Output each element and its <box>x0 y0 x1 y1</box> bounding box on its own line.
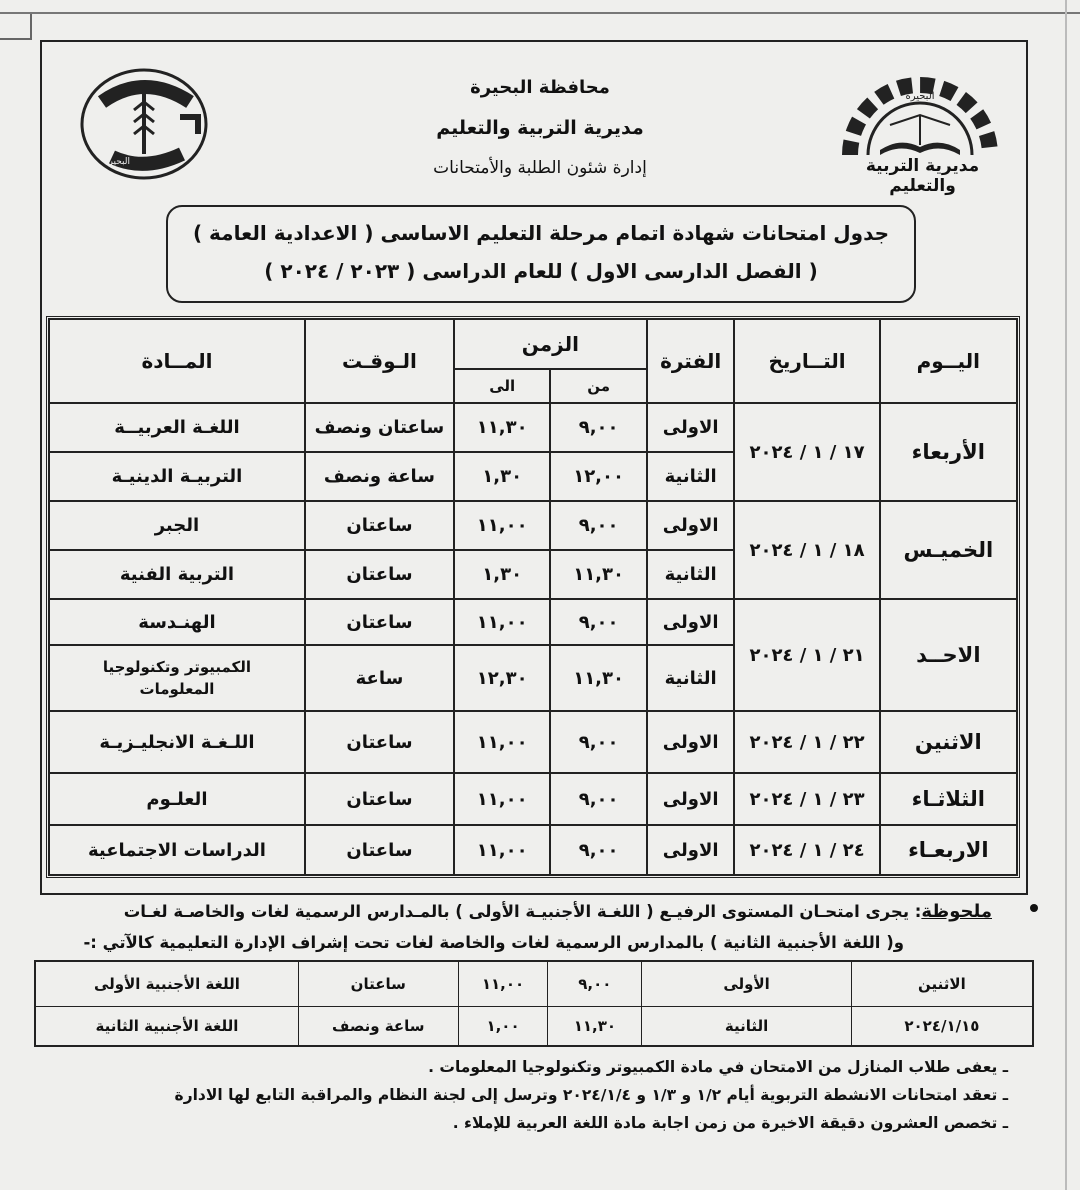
to-cell: ١١,٠٠ <box>454 825 550 875</box>
header-date: التــاريخ <box>734 319 879 403</box>
footnote-1: ـ يعفى طلاب المنازل من الامتحان في مادة الكمبيوتر وتكنولوجيا المعلومات . <box>428 1058 1008 1076</box>
date-cell: ٢٢ / ١ / ٢٠٢٤ <box>734 711 879 773</box>
subject-cell: التربية الفنية <box>49 550 305 599</box>
to-cell: ١١,٠٠ <box>454 501 550 550</box>
note-label: ملحوظة <box>921 901 992 922</box>
foreign-language-exam-table <box>34 960 1034 1047</box>
to-cell: ١١,٠٠ <box>458 961 548 1006</box>
table-row <box>49 773 1017 825</box>
page-corner-mark <box>0 14 32 40</box>
date-cell: ٢٤ / ١ / ٢٠٢٤ <box>734 825 879 875</box>
time-cell: ساعتان <box>305 501 454 550</box>
header-to: الى <box>454 369 550 403</box>
time-cell: ساعة ونصف <box>298 1006 458 1046</box>
day-cell: الأربعاء <box>880 403 1017 501</box>
table-row <box>35 961 1033 1006</box>
from-cell: ١١,٣٠ <box>550 550 646 599</box>
subject-cell: العلـوم <box>49 773 305 825</box>
subject-cell: اللغة الأجنبية الثانية <box>35 1006 298 1046</box>
day-cell: الثلاثـاء <box>880 773 1017 825</box>
date-cell: ٢١ / ١ / ٢٠٢٤ <box>734 599 879 711</box>
schedule-title: جدول امتحانات شهادة اتمام مرحلة التعليم الاساسى ( الاعدادية العامة ) <box>192 221 890 245</box>
subject-line-2: المعلومات <box>139 680 215 698</box>
svg-text:البحيرة: البحيرة <box>905 91 935 102</box>
from-cell: ٩,٠٠ <box>550 501 646 550</box>
day-cell: الاثنين <box>880 711 1017 773</box>
period-cell: الثانية <box>642 1006 852 1046</box>
footnote-2: ـ تعقد امتحانات الانشطة التربوية أيام ١/٢ و ١/٣ و ٢٠٢٤/١/٤ وترسل إلى لجنة النظام والمراقبة التابع لها الادارة <box>174 1086 1008 1104</box>
logo-caption: مديرية التربية والتعليم <box>865 156 980 196</box>
top-edge-line <box>0 12 1080 14</box>
period-cell: الاولى <box>647 403 735 452</box>
to-cell: ١١,٠٠ <box>454 773 550 825</box>
time-cell: ساعتان <box>305 599 454 645</box>
subject-cell: الدراسات الاجتماعية <box>49 825 305 875</box>
schedule-subtitle: ( الفصل الدارسى الاول ) للعام الدراسى ( ٢٠٢٣ / ٢٠٢٤ ) <box>264 259 818 283</box>
department-name: إدارة شئون الطلبة والأمتحانات <box>433 158 647 178</box>
time-cell: ساعة ونصف <box>305 452 454 501</box>
subject-cell: اللغـة العربيــة <box>49 403 305 452</box>
period-cell: الاولى <box>647 599 735 645</box>
from-cell: ١١,٣٠ <box>550 645 646 711</box>
time-cell: ساعتان <box>305 825 454 875</box>
header-subject: المــادة <box>49 319 305 403</box>
header-from: من <box>550 369 646 403</box>
to-cell: ١١,٠٠ <box>454 711 550 773</box>
table-row <box>49 501 1017 550</box>
bullet-icon <box>1030 904 1038 912</box>
table-row <box>49 599 1017 645</box>
time-cell: ساعتان <box>305 550 454 599</box>
day-cell: الاثنين <box>851 961 1033 1006</box>
date-cell: ١٨ / ١ / ٢٠٢٤ <box>734 501 879 599</box>
table-row <box>35 1006 1033 1046</box>
to-cell: ١,٣٠ <box>454 452 550 501</box>
header-block <box>370 68 710 188</box>
table-row <box>49 403 1017 452</box>
day-cell: الخميـس <box>880 501 1017 599</box>
from-cell: ٩,٠٠ <box>548 961 642 1006</box>
subject-cell <box>49 645 305 711</box>
page-edge <box>1065 0 1067 1190</box>
subject-cell: اللـغـة الانجليـزيـة <box>49 711 305 773</box>
time-cell: ساعتان ونصف <box>305 403 454 452</box>
period-cell: الاولى <box>647 501 735 550</box>
time-cell: ساعتان <box>305 773 454 825</box>
header-time: الـوقـت <box>305 319 454 403</box>
to-cell: ١,٠٠ <box>458 1006 548 1046</box>
period-cell: الاولى <box>647 825 735 875</box>
subject-cell: الجبر <box>49 501 305 550</box>
directorate-name: مديرية التربية والتعليم <box>436 117 644 139</box>
period-cell: الاولى <box>647 711 735 773</box>
subject-cell: اللغة الأجنبية الأولى <box>35 961 298 1006</box>
time-cell: ساعتان <box>298 961 458 1006</box>
day-cell: الاحــد <box>880 599 1017 711</box>
table-row <box>49 825 1017 875</box>
exam-schedule-table <box>46 316 1020 878</box>
date-cell: ١٧ / ١ / ٢٠٢٤ <box>734 403 879 501</box>
day-cell: الاربعـاء <box>880 825 1017 875</box>
period-cell: الثانية <box>647 645 735 711</box>
from-cell: ١٢,٠٠ <box>550 452 646 501</box>
svg-text:البحيرة: البحيرة <box>103 157 130 167</box>
period-cell: الثانية <box>647 452 735 501</box>
date-cell: ٢٣ / ١ / ٢٠٢٤ <box>734 773 879 825</box>
from-cell: ٩,٠٠ <box>550 711 646 773</box>
header-period: الفترة <box>647 319 735 403</box>
period-cell: الثانية <box>647 550 735 599</box>
from-cell: ٩,٠٠ <box>550 825 646 875</box>
schedule-title-box <box>166 205 916 303</box>
governorate-name: محافظة البحيرة <box>470 77 610 98</box>
subject-cell: الهنـدسة <box>49 599 305 645</box>
to-cell: ١,٣٠ <box>454 550 550 599</box>
time-cell: ساعتان <box>305 711 454 773</box>
time-cell: ساعة <box>305 645 454 711</box>
subject-line-1: الكمبيوتر وتكنولوجيا <box>102 658 252 676</box>
note-line-2: و( اللغة الأجنبية الثانية ) بالمدارس الرسمية لغات والخاصة لغات تحت إشراف الإدارة التعليمية كالآتي :- <box>83 933 904 952</box>
period-cell: الاولى <box>647 773 735 825</box>
from-cell: ٩,٠٠ <box>550 599 646 645</box>
beheira-governorate-logo <box>72 62 212 182</box>
date-cell: ٢٠٢٤/١/١٥ <box>851 1006 1033 1046</box>
header-day: اليــوم <box>880 319 1017 403</box>
to-cell: ١٢,٣٠ <box>454 645 550 711</box>
footnote-3: ـ تخصص العشرون دقيقة الاخيرة من زمن اجابة مادة اللغة العربية للإملاء . <box>452 1114 1008 1132</box>
from-cell: ٩,٠٠ <box>550 403 646 452</box>
to-cell: ١١,٣٠ <box>454 403 550 452</box>
from-cell: ٩,٠٠ <box>550 773 646 825</box>
header-duration: الزمن <box>454 319 647 369</box>
note-line-1 <box>124 901 992 922</box>
period-cell: الأولى <box>642 961 852 1006</box>
from-cell: ١١,٣٠ <box>548 1006 642 1046</box>
table-header-row <box>49 319 1017 369</box>
note-text-1: : يجرى امتحـان المستوى الرفيـع ( اللغـة الأجنبيـة الأولى ) بالمـدارس الرسمية لغات والخاصـة لغـات <box>123 902 922 921</box>
table-row <box>49 711 1017 773</box>
subject-cell: التربيـة الدينيـة <box>49 452 305 501</box>
to-cell: ١١,٠٠ <box>454 599 550 645</box>
